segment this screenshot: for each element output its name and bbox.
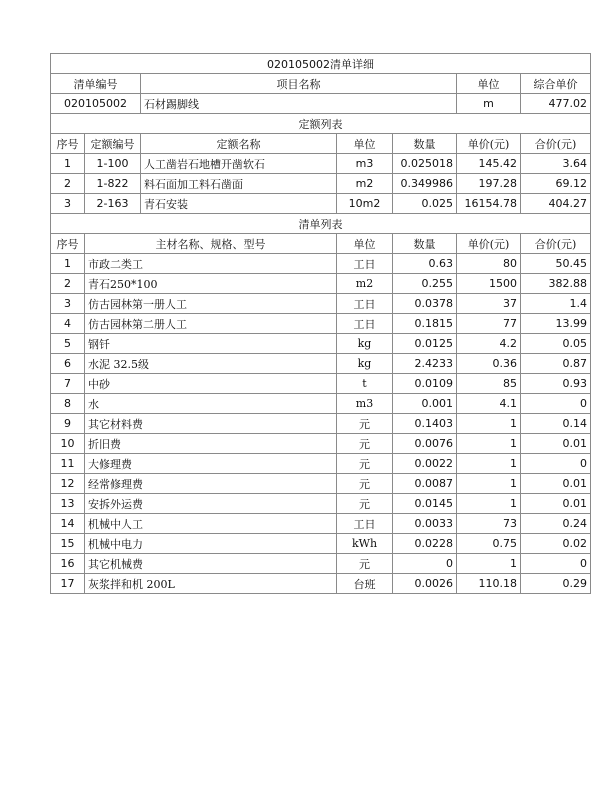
material-row-no: 8 [51,394,85,414]
quota-row-total: 3.64 [521,154,591,174]
material-row-qty: 0.001 [393,394,457,414]
quota-row-code: 1-100 [85,154,141,174]
material-row-price: 85 [457,374,521,394]
quota-section-title: 定额列表 [51,114,591,134]
material-row-price: 77 [457,314,521,334]
material-row-unit: kg [337,354,393,374]
material-row-name: 灰浆拌和机 200L [85,574,337,594]
material-row [51,534,591,554]
material-row-no: 15 [51,534,85,554]
quota-row [51,154,591,174]
material-row-no: 10 [51,434,85,454]
material-row-no: 12 [51,474,85,494]
material-row [51,314,591,334]
material-row-total: 13.99 [521,314,591,334]
material-row-total: 50.45 [521,254,591,274]
material-row-name: 仿古园林第一册人工 [85,294,337,314]
material-row-name: 中砂 [85,374,337,394]
material-row-name: 安拆外运费 [85,494,337,514]
material-row-total: 0.87 [521,354,591,374]
material-row [51,374,591,394]
material-row-total: 0 [521,454,591,474]
materials-col-total: 合价(元) [521,234,591,254]
material-row-unit: t [337,374,393,394]
material-row-total: 0 [521,394,591,414]
material-row-qty: 0 [393,554,457,574]
material-row [51,274,591,294]
material-row-price: 80 [457,254,521,274]
materials-section-title: 清单列表 [51,214,591,234]
material-row-unit: 工日 [337,514,393,534]
material-row-no: 16 [51,554,85,574]
material-row-unit: 元 [337,494,393,514]
material-row-name: 其它材料费 [85,414,337,434]
material-row-qty: 0.0378 [393,294,457,314]
material-row-no: 2 [51,274,85,294]
material-row-qty: 0.0026 [393,574,457,594]
quota-row-code: 1-822 [85,174,141,194]
material-row-qty: 0.0228 [393,534,457,554]
material-row-qty: 0.0145 [393,494,457,514]
material-row-qty: 2.4233 [393,354,457,374]
material-row-price: 1 [457,454,521,474]
material-row-no: 14 [51,514,85,534]
material-row-price: 0.36 [457,354,521,374]
material-row [51,514,591,534]
quota-row-total: 69.12 [521,174,591,194]
material-row-no: 1 [51,254,85,274]
material-row-no: 17 [51,574,85,594]
quota-row-unit: m3 [337,154,393,174]
material-row-no: 3 [51,294,85,314]
quota-col-name: 定额名称 [141,134,337,154]
quota-col-unit: 单位 [337,134,393,154]
materials-col-no: 序号 [51,234,85,254]
header-col-unit: 单位 [457,74,521,94]
material-row-qty: 0.0087 [393,474,457,494]
quota-header-row [51,134,591,154]
header-col-code: 清单编号 [51,74,141,94]
material-row-unit: 元 [337,474,393,494]
material-row-total: 1.4 [521,294,591,314]
material-row-price: 1 [457,414,521,434]
material-row-total: 0.29 [521,574,591,594]
quota-row-name: 人工凿岩石地槽开凿软石 [141,154,337,174]
material-row-total: 0.93 [521,374,591,394]
bill-name: 石材踢脚线 [141,94,457,114]
material-row-no: 11 [51,454,85,474]
material-row-price: 1 [457,474,521,494]
material-row [51,354,591,374]
material-row-qty: 0.0022 [393,454,457,474]
material-row-unit: m2 [337,274,393,294]
material-row-qty: 0.0076 [393,434,457,454]
material-row-name: 大修理费 [85,454,337,474]
material-row-unit: 工日 [337,294,393,314]
material-row-total: 0.01 [521,494,591,514]
material-row-no: 6 [51,354,85,374]
material-row [51,414,591,434]
bill-price: 477.02 [521,94,591,114]
material-row [51,554,591,574]
material-row-unit: 工日 [337,314,393,334]
quota-row-unit: 10m2 [337,194,393,214]
material-row-no: 13 [51,494,85,514]
material-row-unit: kg [337,334,393,354]
quota-col-code: 定额编号 [85,134,141,154]
material-row-unit: 工日 [337,254,393,274]
material-row-name: 水泥 32.5级 [85,354,337,374]
material-row-name: 机械中电力 [85,534,337,554]
material-row-qty: 0.0109 [393,374,457,394]
quota-row-no: 3 [51,194,85,214]
material-row-total: 0.24 [521,514,591,534]
material-row [51,434,591,454]
material-row-no: 5 [51,334,85,354]
material-row [51,254,591,274]
header-col-name: 项目名称 [141,74,457,94]
quota-row-name: 料石面加工料石凿面 [141,174,337,194]
material-row-total: 0 [521,554,591,574]
material-row-name: 水 [85,394,337,414]
material-row-name: 经常修理费 [85,474,337,494]
quota-col-no: 序号 [51,134,85,154]
bill-detail-table [50,53,591,594]
material-row-price: 4.1 [457,394,521,414]
material-row-price: 73 [457,514,521,534]
material-row-total: 0.01 [521,474,591,494]
material-row-qty: 0.1815 [393,314,457,334]
quota-row-qty: 0.025018 [393,154,457,174]
bill-unit: m [457,94,521,114]
quota-row [51,194,591,214]
quota-row-name: 青石安装 [141,194,337,214]
material-row-price: 37 [457,294,521,314]
quota-row-no: 1 [51,154,85,174]
quota-col-total: 合价(元) [521,134,591,154]
material-row [51,474,591,494]
quota-row-price: 16154.78 [457,194,521,214]
material-row-name: 钢钎 [85,334,337,354]
material-row-name: 机械中人工 [85,514,337,534]
quota-row-qty: 0.025 [393,194,457,214]
materials-col-unit: 单位 [337,234,393,254]
materials-col-name: 主材名称、规格、型号 [85,234,337,254]
material-row-qty: 0.255 [393,274,457,294]
material-row [51,574,591,594]
material-row [51,494,591,514]
material-row-price: 0.75 [457,534,521,554]
material-row-qty: 0.63 [393,254,457,274]
material-row-name: 市政二类工 [85,254,337,274]
quota-row [51,174,591,194]
material-row-total: 0.05 [521,334,591,354]
materials-col-price: 单价(元) [457,234,521,254]
material-row-total: 0.01 [521,434,591,454]
material-row-no: 9 [51,414,85,434]
material-row-no: 4 [51,314,85,334]
header-col-price: 综合单价 [521,74,591,94]
material-row-price: 4.2 [457,334,521,354]
materials-header-row [51,234,591,254]
material-row-unit: kWh [337,534,393,554]
sheet-title: 020105002清单详细 [51,54,591,74]
material-row-total: 382.88 [521,274,591,294]
material-row-price: 1 [457,494,521,514]
quota-row-qty: 0.349986 [393,174,457,194]
material-row-total: 0.02 [521,534,591,554]
material-row-qty: 0.0033 [393,514,457,534]
material-row [51,294,591,314]
material-row [51,334,591,354]
quota-col-qty: 数量 [393,134,457,154]
quota-col-price: 单价(元) [457,134,521,154]
material-row-total: 0.14 [521,414,591,434]
quota-row-unit: m2 [337,174,393,194]
material-row-name: 折旧费 [85,434,337,454]
material-row-unit: 元 [337,554,393,574]
material-row-qty: 0.1403 [393,414,457,434]
material-row-name: 其它机械费 [85,554,337,574]
material-row-unit: 元 [337,454,393,474]
material-row-no: 7 [51,374,85,394]
material-row-name: 青石250*100 [85,274,337,294]
quota-row-total: 404.27 [521,194,591,214]
material-row-price: 110.18 [457,574,521,594]
bill-code: 020105002 [51,94,141,114]
material-row [51,394,591,414]
material-row-unit: m3 [337,394,393,414]
material-row-unit: 台班 [337,574,393,594]
quota-row-price: 197.28 [457,174,521,194]
material-row-unit: 元 [337,434,393,454]
quota-row-price: 145.42 [457,154,521,174]
materials-col-qty: 数量 [393,234,457,254]
material-row-qty: 0.0125 [393,334,457,354]
material-row [51,454,591,474]
quota-row-no: 2 [51,174,85,194]
material-row-price: 1500 [457,274,521,294]
quota-row-code: 2-163 [85,194,141,214]
material-row-unit: 元 [337,414,393,434]
material-row-price: 1 [457,554,521,574]
material-row-price: 1 [457,434,521,454]
material-row-name: 仿古园林第二册人工 [85,314,337,334]
